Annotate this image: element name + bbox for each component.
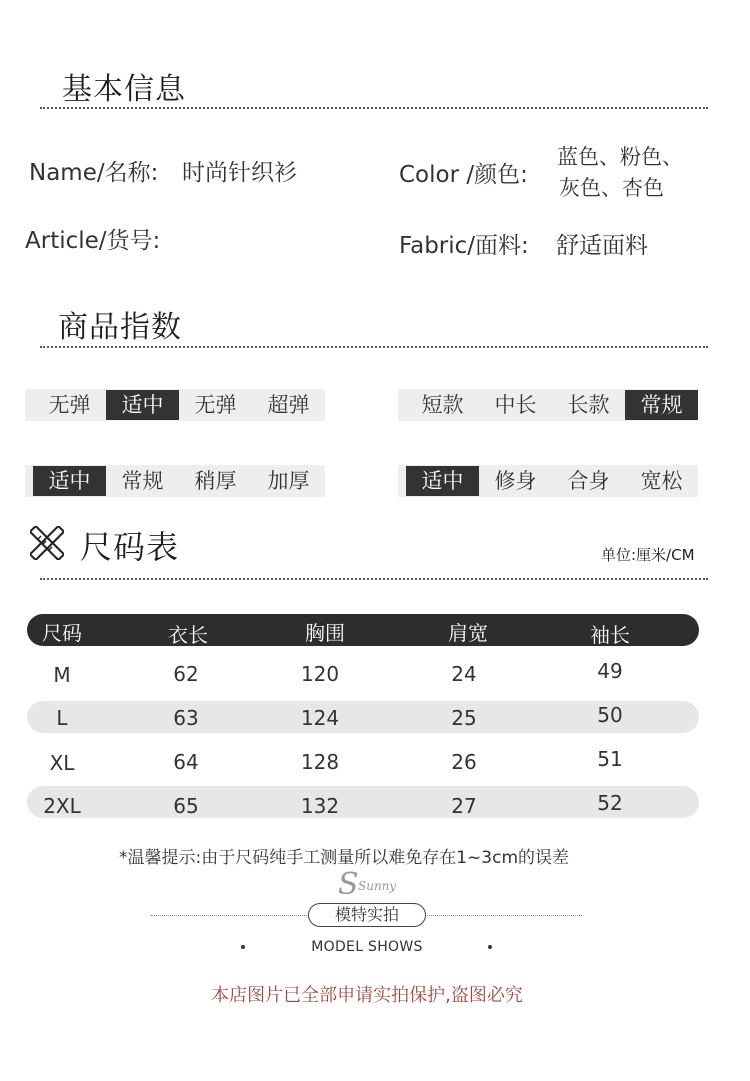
model-shows-pill: 模特实拍 bbox=[308, 903, 426, 927]
index-option-selected: 适中 bbox=[33, 466, 106, 496]
index-option: 长款 bbox=[567, 393, 610, 417]
copyright-notice: 本店图片已全部申请实拍保护,盗图必究 bbox=[211, 985, 523, 1006]
table-cell: M bbox=[53, 663, 71, 687]
length-bar bbox=[398, 389, 698, 421]
bullet-dot bbox=[488, 945, 492, 949]
fabric-label: Fabric/面料: bbox=[399, 233, 529, 259]
svg-text:S: S bbox=[338, 867, 359, 900]
table-cell: 132 bbox=[300, 794, 340, 818]
table-cell: 49 bbox=[597, 659, 623, 683]
sunny-logo bbox=[336, 866, 406, 900]
table-cell: 24 bbox=[451, 662, 477, 686]
svg-text:Sunny: Sunny bbox=[358, 879, 397, 893]
index-option: 加厚 bbox=[267, 469, 310, 493]
table-cell: 128 bbox=[300, 750, 340, 774]
elasticity-bar bbox=[25, 389, 325, 421]
table-cell: 2XL bbox=[43, 794, 81, 818]
table-header-cell: 胸围 bbox=[305, 621, 345, 645]
index-option: 短款 bbox=[421, 393, 464, 417]
ruler-pencil-icon bbox=[30, 526, 64, 560]
table-cell: XL bbox=[49, 751, 75, 775]
color-value-line2: 灰色、杏色 bbox=[559, 176, 664, 200]
index-option: 无弹 bbox=[48, 393, 91, 417]
table-cell: 124 bbox=[300, 706, 340, 730]
divider bbox=[40, 346, 708, 348]
table-cell: 64 bbox=[173, 750, 199, 774]
color-value-line1: 蓝色、粉色、 bbox=[557, 145, 683, 169]
table-cell: 26 bbox=[451, 750, 477, 774]
table-cell: 63 bbox=[173, 706, 199, 730]
divider bbox=[427, 915, 582, 916]
index-option: 超弹 bbox=[267, 393, 310, 417]
index-option-selected: 常规 bbox=[625, 390, 698, 420]
table-header-cell: 袖长 bbox=[590, 623, 630, 647]
table-header-cell: 尺码 bbox=[42, 621, 82, 645]
fabric-value: 舒适面料 bbox=[556, 233, 648, 259]
table-cell: 51 bbox=[597, 747, 623, 771]
table-cell: 25 bbox=[451, 706, 477, 730]
measurement-tip: *温馨提示:由于尺码纯手工测量所以难免存在1~3cm的误差 bbox=[119, 848, 570, 868]
table-cell: 27 bbox=[451, 794, 477, 818]
index-option: 常规 bbox=[121, 469, 164, 493]
divider bbox=[40, 578, 708, 580]
color-label: Color /颜色: bbox=[399, 162, 528, 188]
index-option: 修身 bbox=[494, 469, 537, 493]
table-cell: 62 bbox=[173, 662, 199, 686]
name-value: 时尚针织衫 bbox=[182, 160, 297, 186]
index-option: 合身 bbox=[567, 469, 610, 493]
unit-label: 单位:厘米/CM bbox=[601, 546, 695, 564]
table-cell: 120 bbox=[300, 662, 340, 686]
index-option: 无弹 bbox=[194, 393, 237, 417]
index-option: 稍厚 bbox=[194, 469, 237, 493]
table-cell: 65 bbox=[173, 794, 199, 818]
table-cell: 52 bbox=[597, 791, 623, 815]
divider bbox=[40, 107, 708, 109]
name-label: Name/名称: bbox=[29, 160, 159, 186]
divider bbox=[151, 915, 307, 916]
article-label: Article/货号: bbox=[25, 228, 161, 254]
table-cell: 50 bbox=[597, 703, 623, 727]
basic-info-title: 基本信息 bbox=[62, 72, 186, 107]
model-shows-subtitle: MODEL SHOWS bbox=[311, 939, 423, 955]
index-option: 中长 bbox=[494, 393, 537, 417]
fit-bar bbox=[398, 465, 698, 497]
table-cell: L bbox=[56, 706, 68, 730]
table-header-cell: 肩宽 bbox=[448, 621, 488, 645]
index-option-selected: 适中 bbox=[406, 466, 479, 496]
index-title: 商品指数 bbox=[58, 310, 182, 345]
thickness-bar bbox=[25, 465, 325, 497]
index-option-selected: 适中 bbox=[106, 390, 179, 420]
bullet-dot bbox=[241, 945, 245, 949]
size-table-title: 尺码表 bbox=[80, 528, 180, 566]
index-option: 宽松 bbox=[640, 469, 683, 493]
table-header-cell: 衣长 bbox=[168, 623, 208, 647]
